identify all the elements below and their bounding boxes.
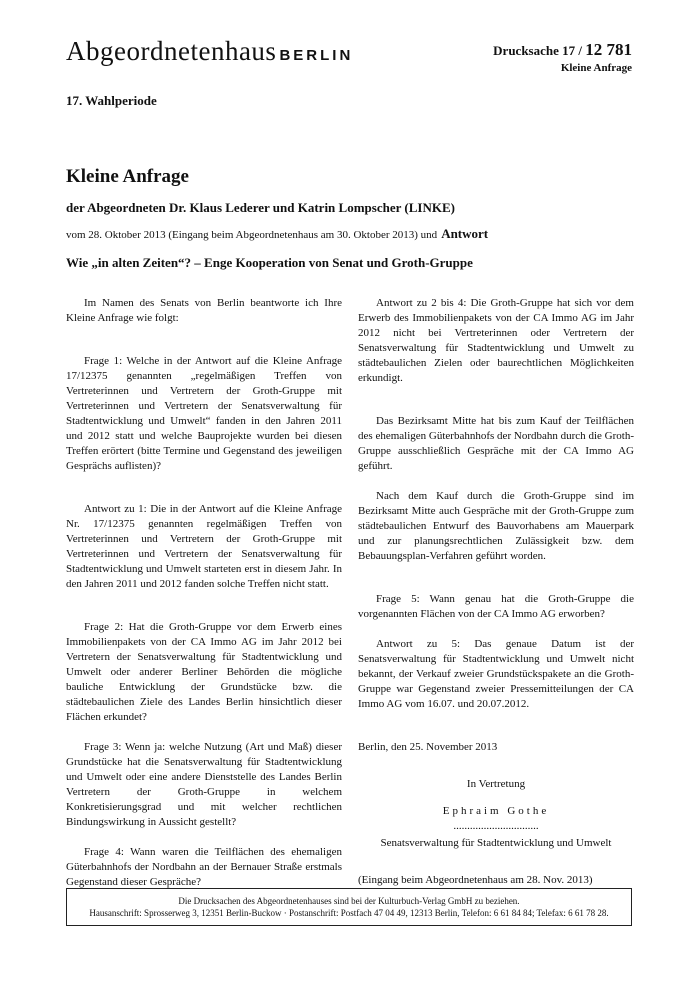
footer-line-2: Hausanschrift: Sprosserweg 3, 12351 Berlin-Buckow · Postanschrift: Postfach 47 04 49, 12313 Berlin, Telefon: 6 61 84 84; Telefax: 6 61 78 28. bbox=[89, 908, 609, 918]
paragraph: Antwort zu 1: Die in der Antwort auf die Kleine Anfrage Nr. 17/12375 genannten regelmäßigen Treffen von Vertreterinnen und Vertretern der Groth-Gruppe mit Vertreterinnen und Vertretern der Senatsverwaltung für Stadtentwicklung und Umwelt starteten erst in diesem Jahr. In den Jahren 2011 und 2012 fanden solche Treffen nicht statt. bbox=[66, 503, 342, 590]
date-line bbox=[66, 226, 488, 242]
parliament-logo bbox=[66, 36, 353, 67]
paragraph: Das Bezirksamt Mitte hat bis zum Kauf der Teilflächen des ehemaligen Güterbahnhofs der Nordbahn durch die Groth-Gruppe ausschließlich Gespräche mit der CA Immo AG geführt. bbox=[358, 415, 634, 472]
masthead bbox=[66, 36, 353, 109]
footer-box bbox=[66, 888, 632, 926]
drucksache-slash: / bbox=[578, 43, 582, 58]
subject-heading: Wie „in alten Zeiten“? – Enge Kooperation von Senat und Groth-Gruppe bbox=[66, 255, 473, 270]
answer-label: Antwort bbox=[441, 226, 489, 241]
paragraph: Frage 5: Wann genau hat die Groth-Gruppe die vorgenannten Flächen von der CA Immo AG erworben? bbox=[358, 593, 634, 620]
drucksache-label: Drucksache 17 bbox=[493, 43, 576, 58]
drucksache-number: 12 781 bbox=[585, 40, 632, 59]
document-kind: Kleine Anfrage bbox=[560, 62, 632, 74]
document-reference bbox=[493, 40, 632, 74]
footer-line-1: Die Drucksachen des Abgeordnetenhauses sind bei der Kulturbuch-Verlag GmbH zu beziehen. bbox=[178, 896, 520, 906]
signatory-name: Ephraim Gothe bbox=[442, 805, 550, 817]
paragraph: Nach dem Kauf durch die Groth-Gruppe sind im Bezirksamt Mitte auch Gespräche mit der Groth-Gruppe zum städtebaulichen Entwurf des Bauvorhabens am Mauerpark und zur planungsrechtlichen Zulässigkeit bzw. dem Bebauungsplan-Verfahren geführt worden. bbox=[358, 490, 634, 562]
paragraph: Frage 1: Welche in der Antwort auf die Kleine Anfrage 17/12375 genannten „regelmäßigen Treffen von Vertreterinnen und Vertretern der Groth-Gruppe mit Vertreterinnen und Vertretern der Senatsverwaltung für Stadtentwicklung und Umwelt“ fanden in den Jahren 2011 und 2012 statt und welche Bauprojekte wurden bei diesen Treffen erörtert (bitte Termine und Gegenstand des jeweiligen Gesprächs auflisten)? bbox=[66, 355, 342, 472]
right-column bbox=[358, 296, 634, 888]
page-title: Kleine Anfrage bbox=[66, 166, 189, 187]
paragraph: Frage 3: Wenn ja: welche Nutzung (Art und Maß) dieser Grundstücke hat die Senatsverwaltung für Stadtentwicklung und Umwelt oder eine andere Dienststelle des Landes Berlin Vertretern der Groth-Gruppe in welchem Konkretisierungsgrad und mit welcher rechtlichen Bindungswirkung in Aussicht gestellt? bbox=[66, 741, 342, 828]
logo-city: BERLIN bbox=[279, 47, 354, 64]
paragraph: Im Namen des Senats von Berlin beantworte ich Ihre Kleine Anfrage wie folgt: bbox=[66, 297, 342, 324]
signature-block bbox=[358, 777, 634, 851]
authors-line: der Abgeordneten Dr. Klaus Lederer und Katrin Lompscher (LINKE) bbox=[66, 200, 455, 215]
place-date: Berlin, den 25. November 2013 bbox=[358, 741, 498, 753]
legislative-period: 17. Wahlperiode bbox=[66, 93, 157, 108]
logo-text: Abgeordnetenhaus bbox=[66, 36, 277, 66]
signature-intro: In Vertretung bbox=[466, 778, 526, 790]
received-note: (Eingang beim Abgeordnetenhaus am 28. Nov. 2013) bbox=[358, 874, 593, 886]
left-column bbox=[66, 296, 342, 905]
paragraph: Antwort zu 2 bis 4: Die Groth-Gruppe hat sich vor dem Erwerb des Immobilienpakets von der CA Immo AG im Jahr 2012 nicht bei Vertreterinnen oder Vertretern der Senatsverwaltung für Stadtentwicklung und Umwelt zu städtebaulichen Zielen oder baurechtlichen Möglichkeiten erkundigt. bbox=[358, 297, 634, 384]
signature-dots: ............................... bbox=[453, 820, 539, 832]
signatory-office: Senatsverwaltung für Stadtentwicklung und Umwelt bbox=[380, 837, 612, 849]
date-text: vom 28. Oktober 2013 (Eingang beim Abgeordnetenhaus am 30. Oktober 2013) und bbox=[66, 229, 438, 241]
paragraph: Frage 4: Wann waren die Teilflächen des ehemaligen Güterbahnhofs der Nordbahn an der Bernauer Straße erstmals Gegenstand dieser Gespräche? bbox=[66, 846, 342, 888]
paragraph: Antwort zu 5: Das genaue Datum ist der Senatsverwaltung für Stadtentwicklung und Umwelt nicht bekannt, der Verkauf zweier Grundstückspakete an die Groth-Gruppe war Gegenstand zweier Pressemitteilungen der CA Immo AG vom 16.07. und 20.07.2012. bbox=[358, 638, 634, 710]
paragraph: Frage 2: Hat die Groth-Gruppe vor dem Erwerb eines Immobilienpakets von der CA Immo AG im Jahr 2012 bei Vertretern der Senatsverwaltung für Stadtentwicklung und Umwelt oder anderer Berliner Behörden die mögliche bauliche Entwicklung der Grundstücke bzw. die städtebaulichen Ziele des Landes Berlin hinsichtlich dieser Flächen erkundet? bbox=[66, 621, 342, 723]
